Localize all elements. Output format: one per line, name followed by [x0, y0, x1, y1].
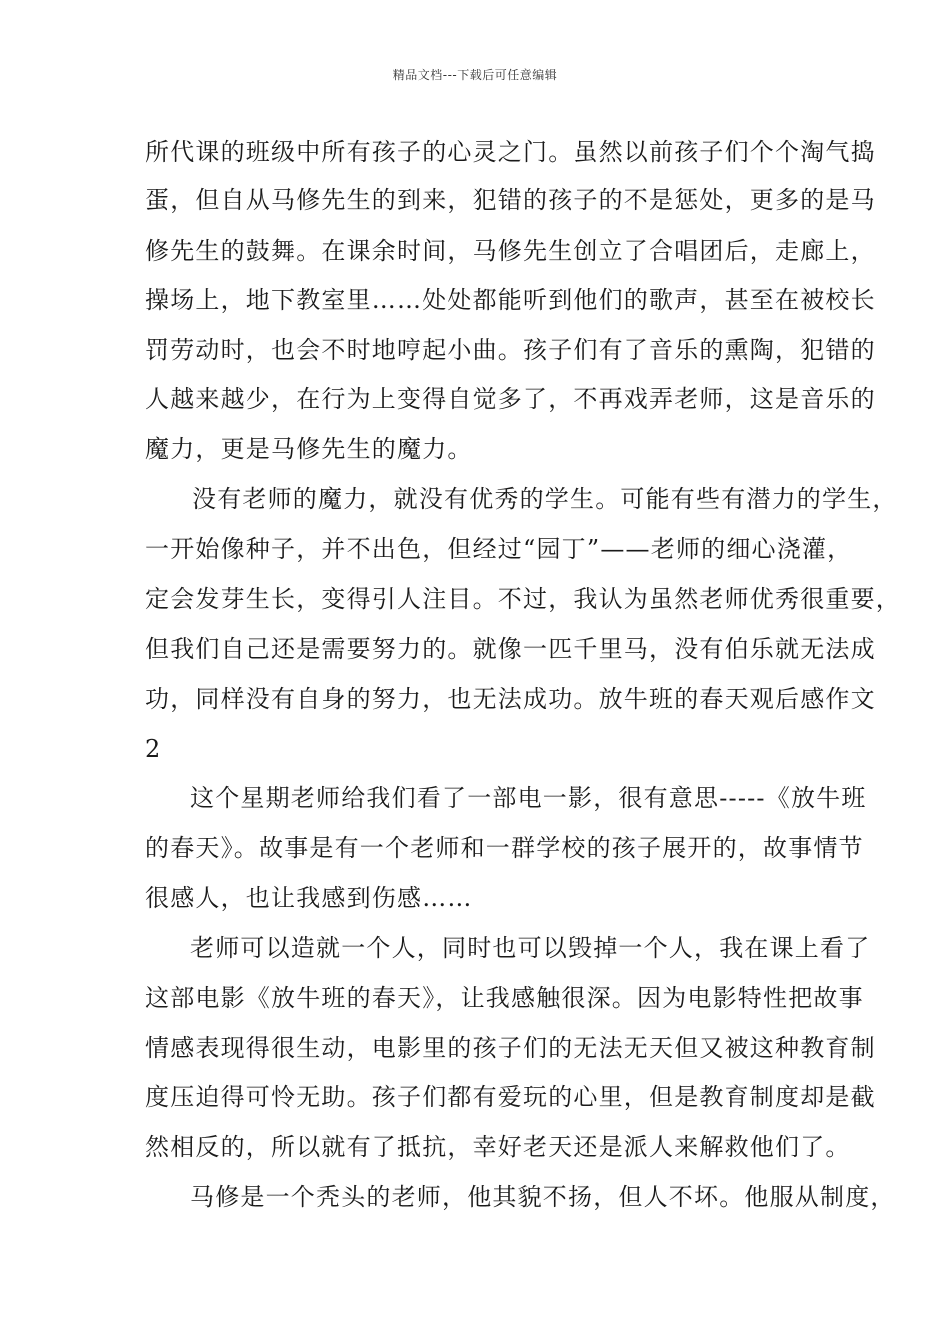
page-header: 精品文档---下载后可任意编辑 — [392, 68, 558, 82]
text-line: 人越来越少，在行为上变得自觉多了，不再戏弄老师，这是音乐的 — [145, 385, 876, 413]
text-line: 所代课的班级中所有孩子的心灵之门。虽然以前孩子们个个淘气捣 — [145, 138, 876, 166]
text-line: 这部电影《放牛班的春天》，让我感触很深。因为电影特性把故事 — [145, 984, 864, 1012]
text-line: 情感表现得很生动，电影里的孩子们的无法无天但又被这种教育制 — [145, 1034, 876, 1062]
paragraph-first-line: 没有老师的魔力，就没有优秀的学生。可能有些有潜力的学生， — [192, 485, 898, 513]
paragraph-first-line: 马修是一个秃头的老师，他其貌不扬，但人不坏。他服从制度， — [190, 1183, 896, 1211]
paragraph-first-line: 老师可以造就一个人，同时也可以毁掉一个人，我在课上看了 — [190, 934, 871, 962]
text-line: 很感人，也让我感到伤感…… — [145, 884, 473, 912]
text-line: 定会发芽生长，变得引人注目。不过，我认为虽然老师优秀很重要， — [145, 585, 901, 613]
text-line: 操场上，地下教室里……处处都能听到他们的歌声，甚至在被校长 — [145, 286, 876, 314]
text-line: 功，同样没有自身的努力，也无法成功。放牛班的春天观后感作文 — [145, 685, 876, 713]
text-line: 但我们自己还是需要努力的。就像一匹千里马，没有伯乐就无法成 — [145, 635, 876, 663]
text-line: 2 — [145, 735, 162, 763]
text-line: 罚劳动时，也会不时地哼起小曲。孩子们有了音乐的熏陶，犯错的 — [145, 336, 876, 364]
text-line: 修先生的鼓舞。在课余时间，马修先生创立了合唱团后，走廊上， — [145, 237, 876, 265]
text-line: 的春天》。故事是有一个老师和一群学校的孩子展开的，故事情节 — [145, 834, 864, 862]
text-line: 蛋，但自从马修先生的到来，犯错的孩子的不是惩处，更多的是马 — [145, 186, 876, 214]
text-line: 一开始像种子，并不出色，但经过“园丁”——老师的细心浇灌， — [145, 535, 853, 563]
text-line: 然相反的，所以就有了抵抗，幸好老天还是派人来解救他们了。 — [145, 1133, 851, 1161]
paragraph-first-line: 这个星期老师给我们看了一部电一影，很有意思-----《放牛班 — [190, 784, 867, 812]
text-line: 度压迫得可怜无助。孩子们都有爱玩的心里，但是教育制度却是截 — [145, 1083, 876, 1111]
text-line: 魔力，更是马修先生的魔力。 — [145, 435, 473, 463]
